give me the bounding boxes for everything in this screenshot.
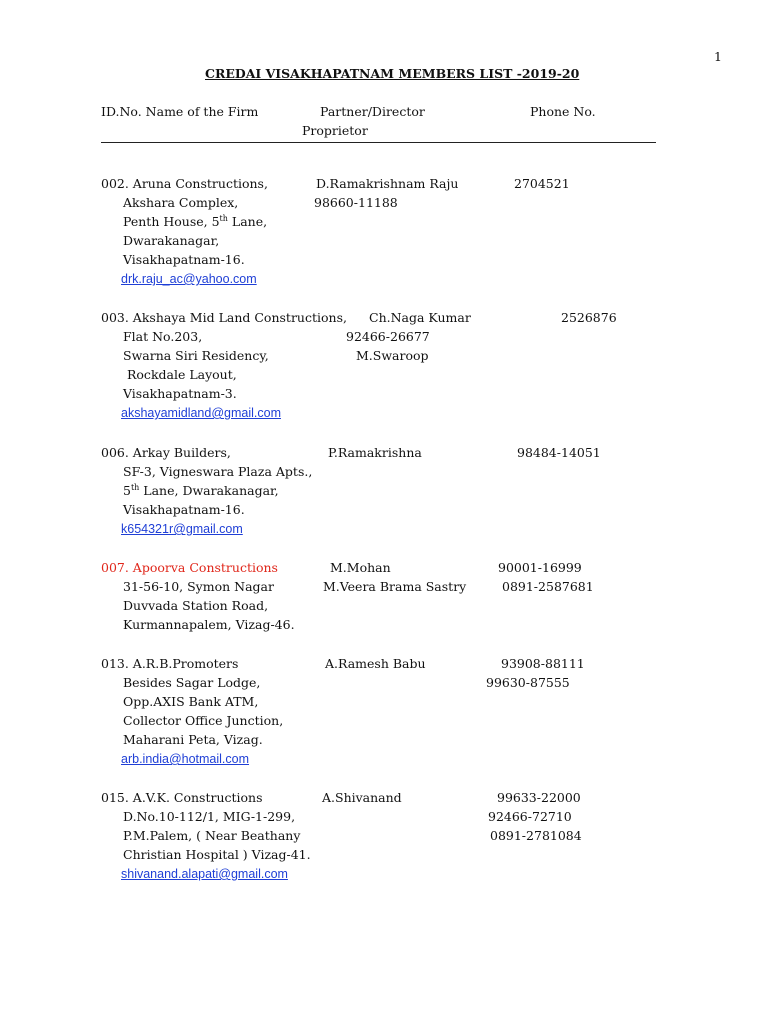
- address-line: SF-3, Vigneswara Plaza Apts.,: [123, 464, 313, 479]
- partner-name: D.Ramakrishnam Raju: [316, 176, 459, 191]
- address-line: Kurmannapalem, Vizag-46.: [123, 617, 295, 632]
- phone-number: 90001-16999: [498, 560, 582, 575]
- address-line: Swarna Siri Residency,: [123, 348, 269, 363]
- phone-number: 92466-72710: [488, 809, 572, 824]
- address-line: Akshara Complex,: [123, 195, 239, 210]
- address-line: D.No.10-112/1, MIG-1-299,: [123, 809, 296, 824]
- address-line: Flat No.203,: [123, 329, 203, 344]
- partner-name: A.Shivanand: [322, 790, 402, 805]
- partner-name: M.Veera Brama Sastry: [323, 579, 467, 594]
- phone-number: 99630-87555: [486, 675, 570, 690]
- address-line: Rockdale Layout,: [127, 367, 237, 382]
- phone-number: 99633-22000: [497, 790, 581, 805]
- address-line: Duvvada Station Road,: [123, 598, 269, 613]
- header-phone: Phone No.: [530, 104, 596, 119]
- partner-name: Ch.Naga Kumar: [369, 310, 471, 325]
- address-line: Dwarakanagar,: [123, 233, 220, 248]
- member-id-name: 002. Aruna Constructions,: [101, 176, 268, 191]
- address-line: Visakhapatnam-16.: [123, 502, 245, 517]
- email-link[interactable]: shivanand.alapati@gmail.com: [121, 867, 288, 881]
- header-id-name: ID.No. Name of the Firm: [101, 104, 259, 119]
- partner-phone: 98660-11188: [314, 195, 398, 210]
- email-link[interactable]: akshayamidland@gmail.com: [121, 406, 281, 420]
- document-title: CREDAI VISAKHAPATNAM MEMBERS LIST -2019-20: [205, 66, 580, 81]
- member-id-name: 015. A.V.K. Constructions: [101, 790, 263, 805]
- address-line: 5th Lane, Dwarakanagar,: [123, 482, 279, 498]
- phone-number: 0891-2587681: [502, 579, 594, 594]
- email-link[interactable]: drk.raju_ac@yahoo.com: [121, 272, 257, 286]
- phone-number: 2704521: [514, 176, 570, 191]
- partner-name: A.Ramesh Babu: [325, 656, 426, 671]
- email-link[interactable]: arb.india@hotmail.com: [121, 752, 250, 766]
- page-number: 1: [714, 49, 722, 64]
- partner-phone: 92466-26677: [346, 329, 430, 344]
- address-line: Visakhapatnam-16.: [123, 252, 245, 267]
- header-partner: Partner/Director: [320, 104, 425, 119]
- address-line: Opp.AXIS Bank ATM,: [123, 694, 259, 709]
- address-line: Penth House, 5th Lane,: [123, 213, 268, 229]
- partner-name: M.Swaroop: [356, 348, 429, 363]
- phone-number: 0891-2781084: [490, 828, 582, 843]
- address-line: 31-56-10, Symon Nagar: [123, 579, 274, 594]
- member-id-name: 006. Arkay Builders,: [101, 445, 231, 460]
- address-line: Maharani Peta, Vizag.: [123, 732, 263, 747]
- address-line: Visakhapatnam-3.: [123, 386, 237, 401]
- member-id-name: 003. Akshaya Mid Land Constructions,: [101, 310, 347, 325]
- member-id-name: 013. A.R.B.Promoters: [101, 656, 239, 671]
- partner-name: M.Mohan: [330, 560, 391, 575]
- header-proprietor: Proprietor: [302, 123, 368, 138]
- address-line: P.M.Palem, ( Near Beathany: [123, 828, 301, 843]
- email-link[interactable]: k654321r@gmail.com: [121, 522, 243, 536]
- address-line: Christian Hospital ) Vizag-41.: [123, 847, 311, 862]
- header-divider: [101, 142, 656, 143]
- partner-name: P.Ramakrishna: [328, 445, 422, 460]
- phone-number: 93908-88111: [501, 656, 585, 671]
- address-line: Collector Office Junction,: [123, 713, 284, 728]
- address-line: Besides Sagar Lodge,: [123, 675, 261, 690]
- phone-number: 98484-14051: [517, 445, 601, 460]
- phone-number: 2526876: [561, 310, 617, 325]
- member-id-name: 007. Apoorva Constructions: [101, 560, 278, 575]
